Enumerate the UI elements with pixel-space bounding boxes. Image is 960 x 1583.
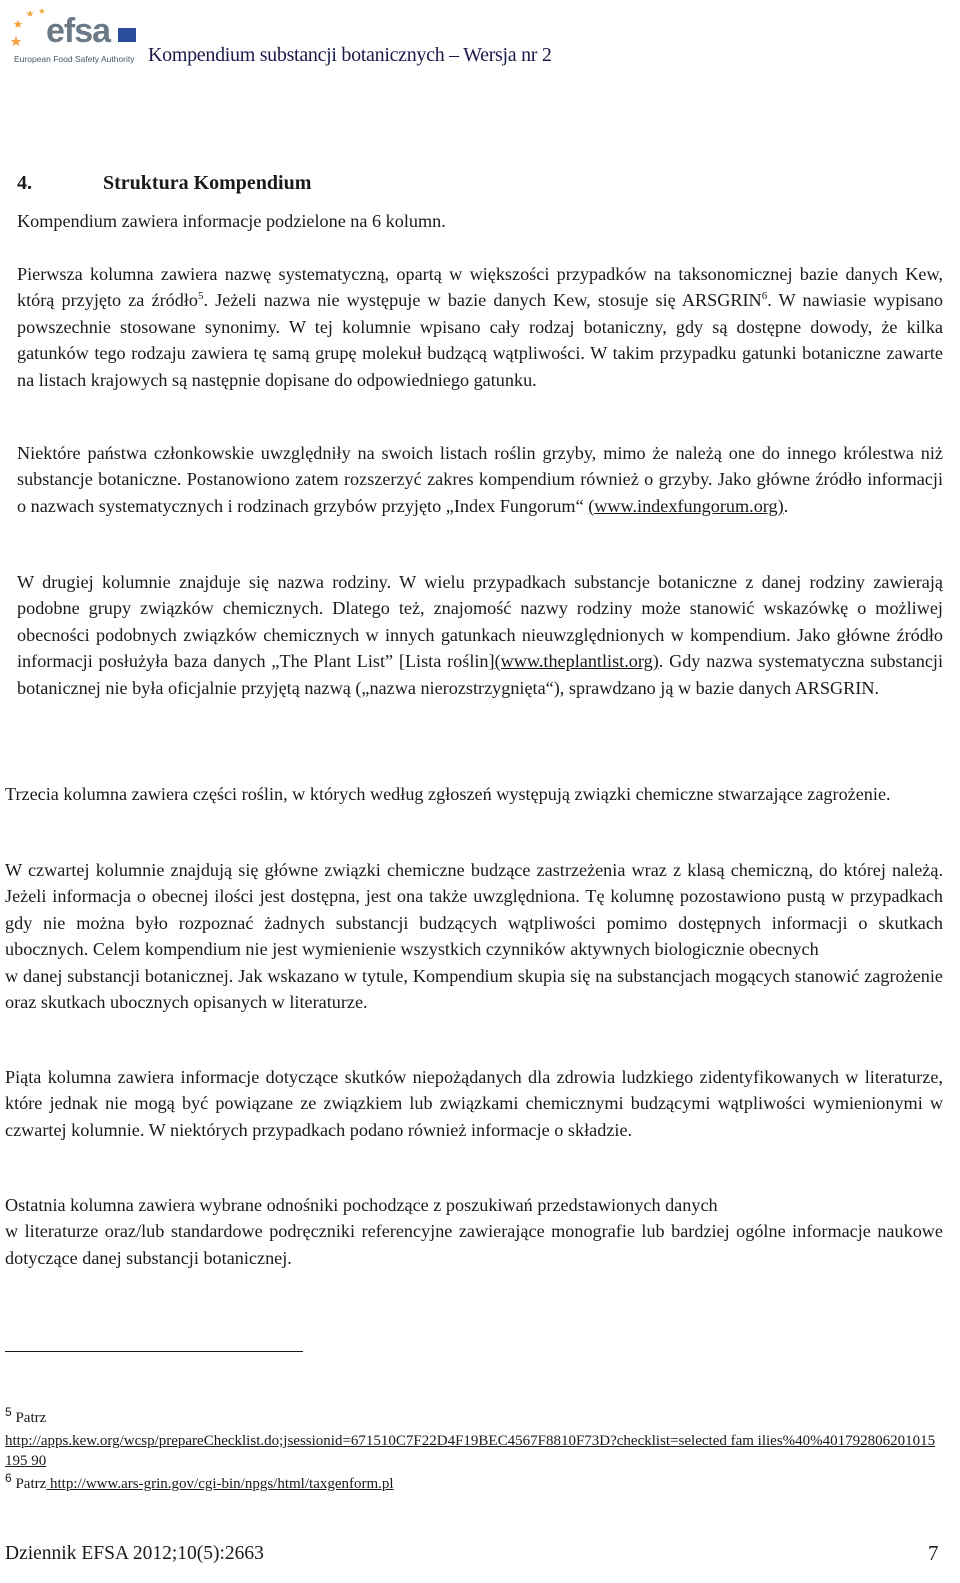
footnote-label: Patrz: [15, 1410, 47, 1426]
efsa-logo: [8, 4, 138, 70]
eu-flag-icon: [118, 28, 136, 42]
footnote-number: 5: [5, 1405, 12, 1419]
paragraph-column-5: Piąta kolumna zawiera informacje dotyczące skutków niepożądanych dla zdrowia ludzkiego zidentyfikowanych w literaturze, które jednak nie mogą być powiązane ze związkiem lub związkami chemicznymi budzącymi wątpliwości wymienionymi w czwartej kolumnie. W niektórych przypadkach podano również informacje o składzie.: [5, 1067, 943, 1140]
page-number: 7: [928, 1541, 939, 1565]
paragraph-column-4: [5, 857, 943, 1015]
p2-text-a: Pierwsza kolumna zawiera nazwę systematyczną, opartą w większości przypadków na taksonomicznej bazie danych Kew, którą przyjęto za źródło: [17, 264, 943, 311]
section-number: 4.: [17, 172, 32, 194]
p2-text-b: . Jeżeli nazwa nie występuje w bazie danych Kew, stosuje się ARSGRIN: [203, 290, 762, 311]
p8-text-b: w literaturze oraz/lub standardowe podręczniki referencyjne zawierające monografie lub bardziej ogólne informacje naukowe dotyczące danej substancji botanicznej.: [5, 1221, 943, 1268]
page-header: [0, 0, 960, 80]
p3-text-b: .: [783, 495, 789, 516]
logo-subtitle: European Food Safety Authority: [14, 54, 135, 64]
footnote-separator: [5, 1351, 303, 1352]
p4-text-b: . Gdy nazwa systematyczna substancji botanicznej nie była oficjalnie przyjętą nazwą („nazwa nierozstrzygnięta“), sprawdzano ją w bazie danych ARSGRIN.: [17, 651, 943, 698]
section-heading: [17, 172, 311, 195]
section-title: Struktura Kompendium: [103, 172, 312, 194]
p6-text-a: W czwartej kolumnie znajdują się główne związki chemiczne budzące zastrzeżenia wraz z klasą chemiczną, do której należą. Jeżeli informacja o obecnej ilości jest dostępna, jest ona także uwzględniona. Tę kolumnę pozostawiono pustą w przypadkach gdy nie można było rozpoznać żadnych substancji budzących wątpliwości pomimo dostępnych informacji o skutkach ubocznych. Celem kompendium nie jest wymienienie wszystkich czynników aktywnych biologicznie obecnych: [5, 860, 943, 960]
footnote-5: [5, 1402, 940, 1471]
theplantlist-link[interactable]: (www.theplantlist.org): [494, 651, 659, 672]
p4-text-a: W drugiej kolumnie znajduje się nazwa rodziny. W wielu przypadkach substancje botaniczne z danej rodziny zawierają podobne grupy związków chemicznych. Dlatego też, znajomość nazwy rodziny może stanowić wskazówkę o możliwej obecności podobnych związków chemicznych w innych gatunkach nieuwzględnionych w kompendium. Jako główne źródło informacji posłużyła baza danych „The Plant List” [Lista roślin]: [17, 572, 943, 672]
footnote-ref-6[interactable]: 6: [761, 290, 768, 303]
paragraph-fungi: [17, 440, 943, 519]
stars-arc-icon: [8, 6, 48, 46]
paragraph-column-2: [17, 569, 943, 701]
logo-wordmark: efsa: [46, 12, 111, 50]
kew-checklist-link[interactable]: http://apps.kew.org/wcsp/prepareChecklist.do;jsessionid=671510C7F22D4F19BEC4567F8810F73D?checklist=selected fam ilies%40%401792806201015195 90: [5, 1433, 936, 1469]
paragraph-intro: Kompendium zawiera informacje podzielone na 6 kolumn.: [17, 211, 446, 231]
document-title: Kompendium substancji botanicznych – Wersja nr 2: [148, 44, 552, 66]
p2-text-c: . W nawiasie wypisano powszechnie stosowane synonimy. W tej kolumnie wpisano cały rodzaj botaniczny, gdy są dostępne dowody, że kilka gatunków tego rodzaju zawiera tę samą grupę molekuł budzącą wątpliwości. W takim przypadku gatunki botaniczne zawarte na listach krajowych są następnie dopisane do odpowiedniego gatunku.: [17, 290, 944, 390]
paragraph-column-1: [17, 261, 943, 393]
p6-text-b: w danej substancji botanicznej. Jak wskazano w tytule, Kompendium skupia się na substancjach mogących stanowić zagrożenie oraz skutkach ubocznych opisanych w literaturze.: [5, 965, 943, 1013]
ars-grin-link[interactable]: http://www.ars-grin.gov/cgi-bin/npgs/html/taxgenform.pl: [46, 1476, 394, 1492]
paragraph-column-6: [5, 1192, 943, 1271]
p8-text-a: Ostatnia kolumna zawiera wybrane odnośniki pochodzące z poszukiwań przedstawionych danych: [5, 1195, 718, 1215]
journal-citation: Dziennik EFSA 2012;10(5):2663: [5, 1543, 264, 1564]
paragraph-column-3: Trzecia kolumna zawiera części roślin, w których według zgłoszeń występują związki chemiczne stwarzające zagrożenie.: [5, 784, 891, 804]
indexfungorum-link[interactable]: (www.indexfungorum.org): [588, 495, 784, 516]
footnote-ref-5[interactable]: 5: [198, 290, 204, 303]
footnote-label: Patrz: [15, 1476, 47, 1492]
footnote-number: 6: [5, 1471, 12, 1485]
footnote-6: [5, 1468, 940, 1494]
p3-text-a: Niektóre państwa członkowskie uwzględniły na swoich listach roślin grzyby, mimo że należą one do innego królestwa niż substancje botaniczne. Postanowiono zatem rozszerzyć zakres kompendium również o grzyby. Jako główne źródło informacji o nazwach systematycznych i rodzinach grzybów przyjęto „Index Fungorum“: [17, 443, 943, 516]
